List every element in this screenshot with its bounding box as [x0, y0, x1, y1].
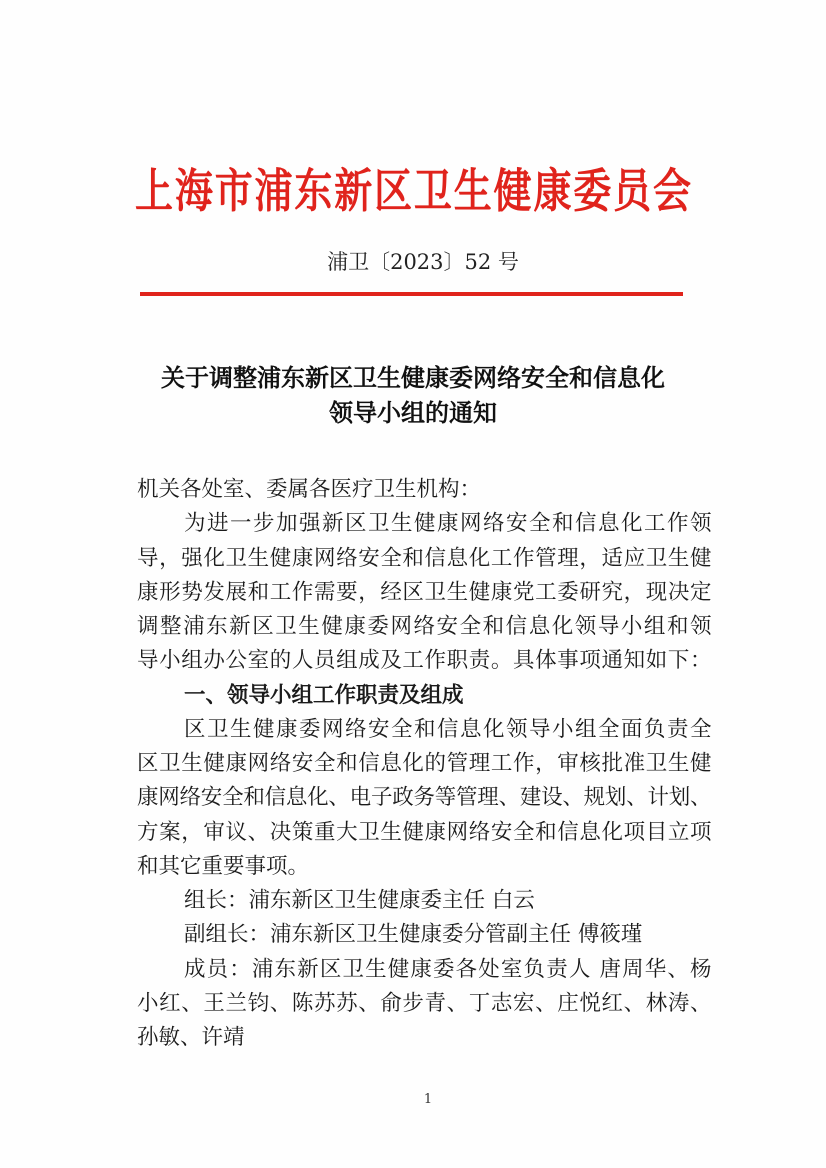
intro-line: 康形势发展和工作需要，经区卫生健康党工委研究，现决定	[137, 579, 711, 605]
duties-line: 区卫生健康网络安全和信息化的管理工作，审核批准卫生健	[137, 751, 711, 776]
document-body	[137, 473, 711, 1055]
duties-line: 康网络安全和信息化、电子政务等管理、建设、规划、计划、	[137, 785, 711, 811]
page-number: 1	[423, 1092, 433, 1107]
members-line: 成员：浦东新区卫生健康委各处室负责人 唐周华、杨	[184, 956, 711, 982]
intro-line: 为进一步加强新区卫生健康网络安全和信息化工作领	[184, 511, 711, 537]
group-leader: 组长：浦东新区卫生健康委主任 白云	[184, 888, 535, 913]
members-line: 孙敏、许靖	[137, 1025, 245, 1050]
duties-line: 方案，审议、决策重大卫生健康网络安全和信息化项目立项	[137, 819, 711, 845]
document-number: 浦卫〔2023〕52 号	[327, 250, 519, 274]
section-heading: 一、领导小组工作职责及组成	[184, 682, 464, 708]
members-line: 小红、王兰钧、陈苏苏、俞步青、丁志宏、庄悦红、林涛、	[137, 990, 711, 1016]
issuer-red-header: 上海市浦东新区卫生健康委员会	[135, 162, 691, 218]
intro-line: 导，强化卫生健康网络安全和信息化工作管理，适应卫生健	[137, 545, 711, 571]
red-separator-line	[140, 292, 683, 296]
document-title	[0, 360, 826, 430]
salutation: 机关各处室、委属各医疗卫生机构：	[137, 477, 482, 502]
title-line-1: 关于调整浦东新区卫生健康委网络安全和信息化	[161, 363, 665, 392]
duties-line: 区卫生健康委网络安全和信息化领导小组全面负责全	[184, 716, 711, 742]
intro-line: 导小组办公室的人员组成及工作职责。具体事项通知如下：	[137, 648, 711, 674]
deputy-group-leader: 副组长：浦东新区卫生健康委分管副主任 傅筱瑾	[184, 922, 643, 948]
duties-line: 和其它重要事项。	[137, 853, 310, 879]
title-line-2: 领导小组的通知	[329, 398, 497, 427]
intro-line: 调整浦东新区卫生健康委网络安全和信息化领导小组和领	[137, 614, 711, 639]
